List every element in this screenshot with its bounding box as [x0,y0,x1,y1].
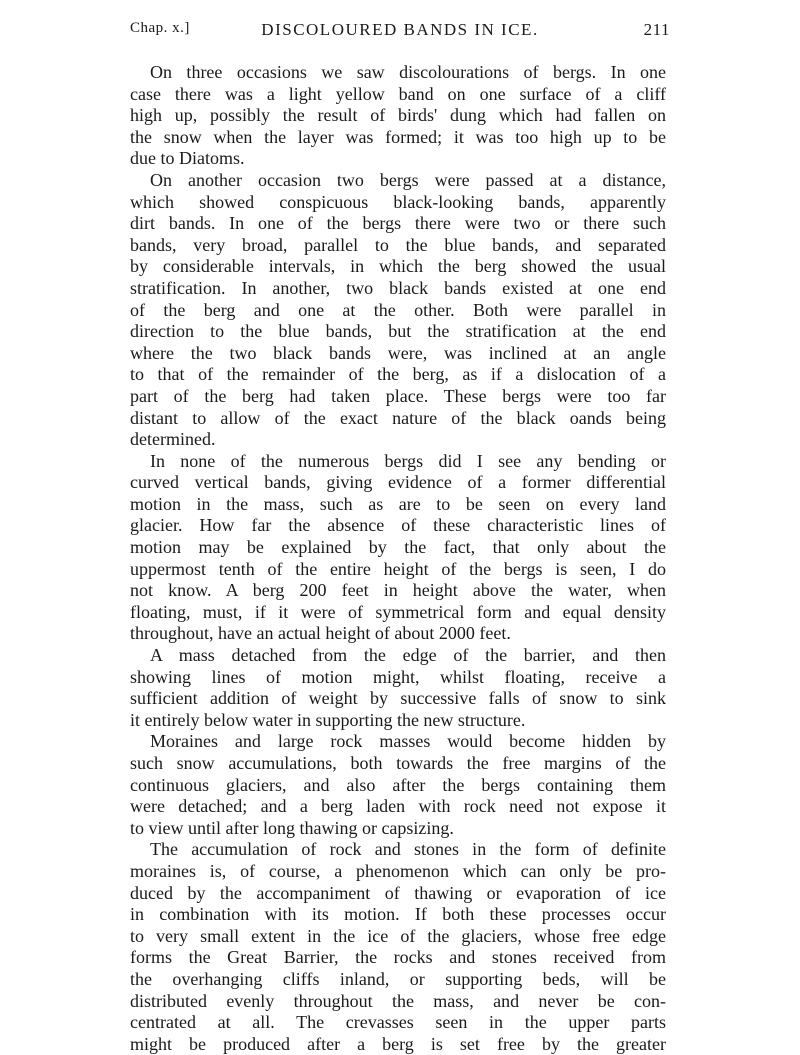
text-line: sufficient addition of weight by successive falls of snow to sink [130,688,666,709]
text-line: curved vertical bands, giving evidence of a former differential [130,472,666,493]
text-line: were detached; and a berg laden with rock need not expose it [130,796,666,817]
text-line: On three occasions we saw discolourations of bergs. In one [150,62,666,82]
text-line: not know. A berg 200 feet in height above the water, when [130,580,666,601]
text-line: to very small extent in the ice of the glaciers, whose free edge [130,925,666,946]
text-line: case there was a light yellow band on one surface of a cliff [130,83,666,104]
text-line: it entirely below water in supporting the new structure. [130,709,526,730]
text-line: motion in the mass, such as are to be seen on every land [130,493,666,514]
body-text [130,62,666,1055]
paragraph [130,170,666,451]
text-line: uppermost tenth of the entire height of the bergs is seen, I do [130,558,666,579]
text-line: forms the Great Barrier, the rocks and stones received from [130,947,666,968]
text-line: moraines is, of course, a phenomenon which can only be pro- [130,860,666,881]
paragraph [130,839,666,1055]
text-line: distant to allow of the exact nature of the black oands being [130,407,666,428]
text-line: Moraines and large rock masses would become hidden by [150,731,666,752]
text-line: such snow accumulations, both towards the free margins of the [130,753,666,773]
running-head [130,20,670,46]
text-line: bands, very broad, parallel to the blue bands, and separated [130,234,666,255]
paragraph [130,62,666,170]
page-number: 211 [643,20,670,39]
text-line: where the two black bands were, was inclined at an angle [130,342,666,363]
text-line: distributed evenly throughout the mass, and never be con- [130,990,666,1011]
text-line: showing lines of motion might, whilst floating, receive a [130,666,666,687]
text-line: due to Diatoms. [130,148,245,169]
text-line: throughout, have an actual height of about 2000 feet. [130,623,511,644]
text-line: determined. [130,429,216,450]
text-line: the snow when the layer was formed; it was too high up to be [130,126,666,147]
text-line: by considerable intervals, in which the berg showed the usual [130,256,666,277]
text-line: stratification. In another, two black bands existed at one end [130,277,666,298]
text-line: of the berg and one at the other. Both were parallel in [130,299,666,320]
paragraph [130,451,666,645]
text-line: centrated at all. The crevasses seen in the upper parts [130,1012,666,1033]
text-line: A mass detached from the edge of the barrier, and then [150,645,666,666]
text-line: might be produced after a berg is set free by the greater [130,1033,666,1054]
text-line: to view until after long thawing or capsizing. [130,817,454,838]
paragraph [130,645,666,731]
running-title: DISCOLOURED BANDS IN ICE. [261,20,539,39]
text-line: In none of the numerous bergs did I see any bending or [150,450,666,471]
text-line: part of the berg had taken place. These bergs were too far [130,385,666,406]
paragraph [130,731,666,839]
text-line: which showed conspicuous black-looking bands, apparently [130,191,666,212]
text-line: dirt bands. In one of the bergs there were two or there such [130,213,666,234]
text-line: The accumulation of rock and stones in the form of definite [150,839,666,860]
text-line: floating, must, if it were of symmetrical form and equal density [130,601,666,622]
text-line: duced by the accompaniment of thawing or evaporation of ice [130,882,666,903]
text-line: in combination with its motion. If both these processes occur [130,904,666,925]
text-line: motion may be explained by the fact, that only about the [130,537,666,558]
text-line: to that of the remainder of the berg, as if a dislocation of a [130,364,666,385]
text-line: On another occasion two bergs were passed at a distance, [150,169,666,190]
text-line: continuous glaciers, and also after the bergs containing them [130,774,666,795]
text-line: high up, possibly the result of birds' dung which had fallen on [130,105,666,126]
chapter-label: Chap. x.] [130,20,190,36]
text-line: direction to the blue bands, but the stratification at the end [130,321,666,342]
text-line: the overhanging cliffs inland, or supporting beds, will be [130,968,666,989]
text-line: glacier. How far the absence of these characteristic lines of [130,515,666,536]
